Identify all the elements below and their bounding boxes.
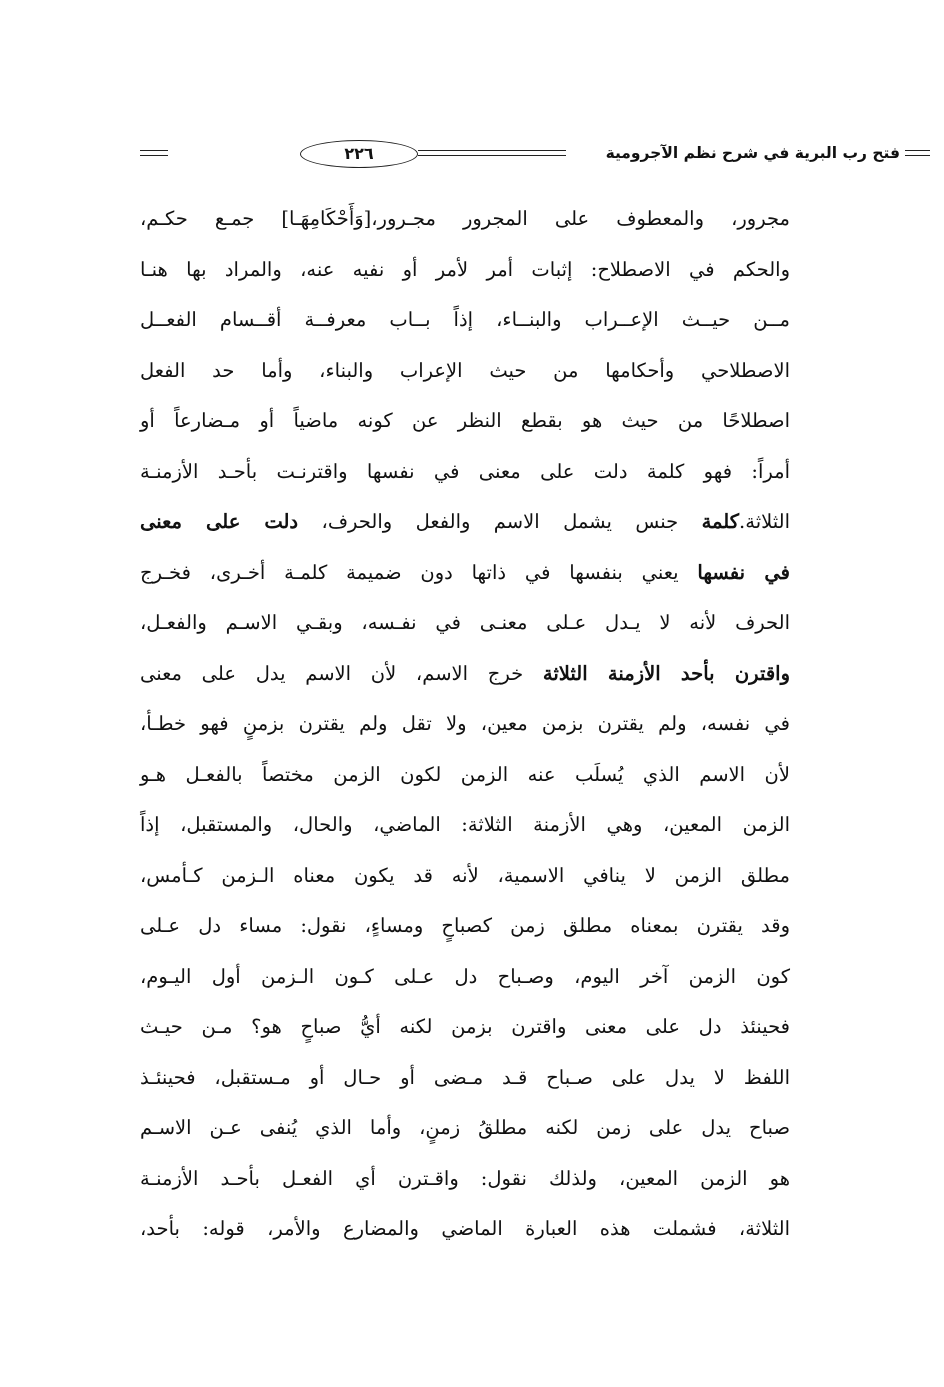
text-segment: خرج الاسم، لأن الاسم يدل على معنى	[140, 661, 543, 685]
running-header	[140, 138, 900, 170]
text-line	[140, 1053, 790, 1104]
text-line	[140, 1204, 790, 1255]
text-segment: الثلاثة، فشملت هذه العبارة الماضي والمضارع والأمر، قوله: بأحد،	[140, 1217, 790, 1240]
text-segment: صباح يدل على زمن لكنه مطلقُ زمنٍ، وأما الذي يُنفى عـن الاسـم	[140, 1116, 790, 1139]
header-rule	[140, 155, 168, 156]
bold-term: في نفسها	[697, 560, 790, 584]
text-line	[140, 649, 790, 700]
text-segment: والحكم في الاصطلاح: إثبات أمر لأمر أو نفيه عنه، والمراد بها هنـا	[140, 257, 790, 281]
text-segment: اللفظ لا يدل على صـباح قـد مـضى أو حـال أو مـستقبل، فحينئـذ	[140, 1065, 790, 1089]
text-line	[140, 750, 790, 801]
text-line	[140, 1002, 790, 1053]
book-title: فتح رب البرية في شرح نظم الآجرومية	[605, 144, 900, 162]
header-rule	[418, 155, 566, 156]
text-segment: مــن حيــث الإعــراب والبنــاء، إذاً بــاب معرفــة أقــسام الفعــل	[140, 308, 790, 331]
text-segment: فحينئذ دل على معنى واقترن بزمن لكنه أيُّ صباحٍ هو؟ مـن حيـث	[140, 1015, 790, 1038]
bold-term: واقترن بأحد الأزمنة الثلاثة	[542, 661, 790, 685]
header-rule	[418, 150, 566, 151]
text-segment: لأن الاسم الذي يُسلَب عنه الزمن لكون الزمن مختصاً بالفعـل هـو	[140, 762, 790, 786]
text-line	[140, 901, 790, 952]
text-segment: في نفسه، ولم يقترن بزمن معين، ولا تقل ولم يقترن بزمنٍ فهو خطـأ،	[140, 712, 790, 735]
text-segment: الاصطلاحي وأحكامها من حيث الإعراب والبناء، وأما حد الفعل	[140, 358, 790, 382]
body-text	[140, 194, 790, 1255]
page-number: ٢٢٦	[300, 140, 418, 168]
text-segment: وقد يقترن بمعناه مطلق زمن كصباحٍ ومساءٍ، نقول: مساء دل عـلى	[140, 914, 790, 937]
text-segment: الثلاثة.	[739, 510, 791, 533]
text-segment: يعني بنفسها في ذاتها دون ضميمة كلمـة أخـرى، فخـرج	[140, 560, 698, 584]
bold-term: دلت على معنى	[140, 510, 299, 533]
text-line	[140, 1103, 790, 1154]
text-segment: الحرف لأنه لا يـدل عـلى معنـى في نفـسه، وبقـي الاسـم والفعـل،	[140, 611, 790, 634]
header-rule	[905, 155, 930, 156]
text-line	[140, 699, 790, 750]
text-line	[140, 548, 790, 599]
text-segment: مطلق الزمن لا ينافي الاسمية، لأنه قد يكون معناه الـزمن كـأمس،	[140, 863, 790, 887]
text-line	[140, 851, 790, 902]
text-line	[140, 396, 790, 447]
text-line	[140, 598, 790, 649]
text-line	[140, 194, 790, 245]
text-segment: هو الزمن المعين، ولذلك نقول: واقـترن أي الفعـل بأحـد الأزمنـة	[140, 1166, 790, 1190]
header-rule	[905, 150, 930, 151]
text-line	[140, 1154, 790, 1205]
text-segment: مجرور، والمعطوف على المجرور مجـرور،[وَأَحْكَامِهَـا] جمـع حكـم،	[140, 207, 790, 230]
text-line	[140, 497, 790, 548]
header-rule	[140, 150, 168, 151]
text-line	[140, 295, 790, 346]
text-segment: جنس يشمل الاسم والفعل والحرف،	[298, 510, 702, 533]
bold-term: كلمة	[701, 510, 740, 533]
text-line	[140, 952, 790, 1003]
text-line	[140, 800, 790, 851]
text-line	[140, 447, 790, 498]
text-segment: الزمن المعين، وهي الأزمنة الثلاثة: الماضي، والحال، والمستقبل، إذاً	[140, 813, 790, 836]
text-segment: كون الزمن آخر اليوم، وصـباح دل عـلى كـون الـزمن أول اليـوم،	[140, 964, 790, 988]
text-line	[140, 346, 790, 397]
text-line	[140, 245, 790, 296]
text-segment: اصطلاحًا من حيث هو بقطع النظر عن كونه ماضياً أو مـضارعاً أو	[140, 409, 790, 432]
text-segment: أمراً: فهو كلمة دلت على معنى في نفسها واقترنـت بأحـد الأزمنـة	[140, 459, 790, 483]
